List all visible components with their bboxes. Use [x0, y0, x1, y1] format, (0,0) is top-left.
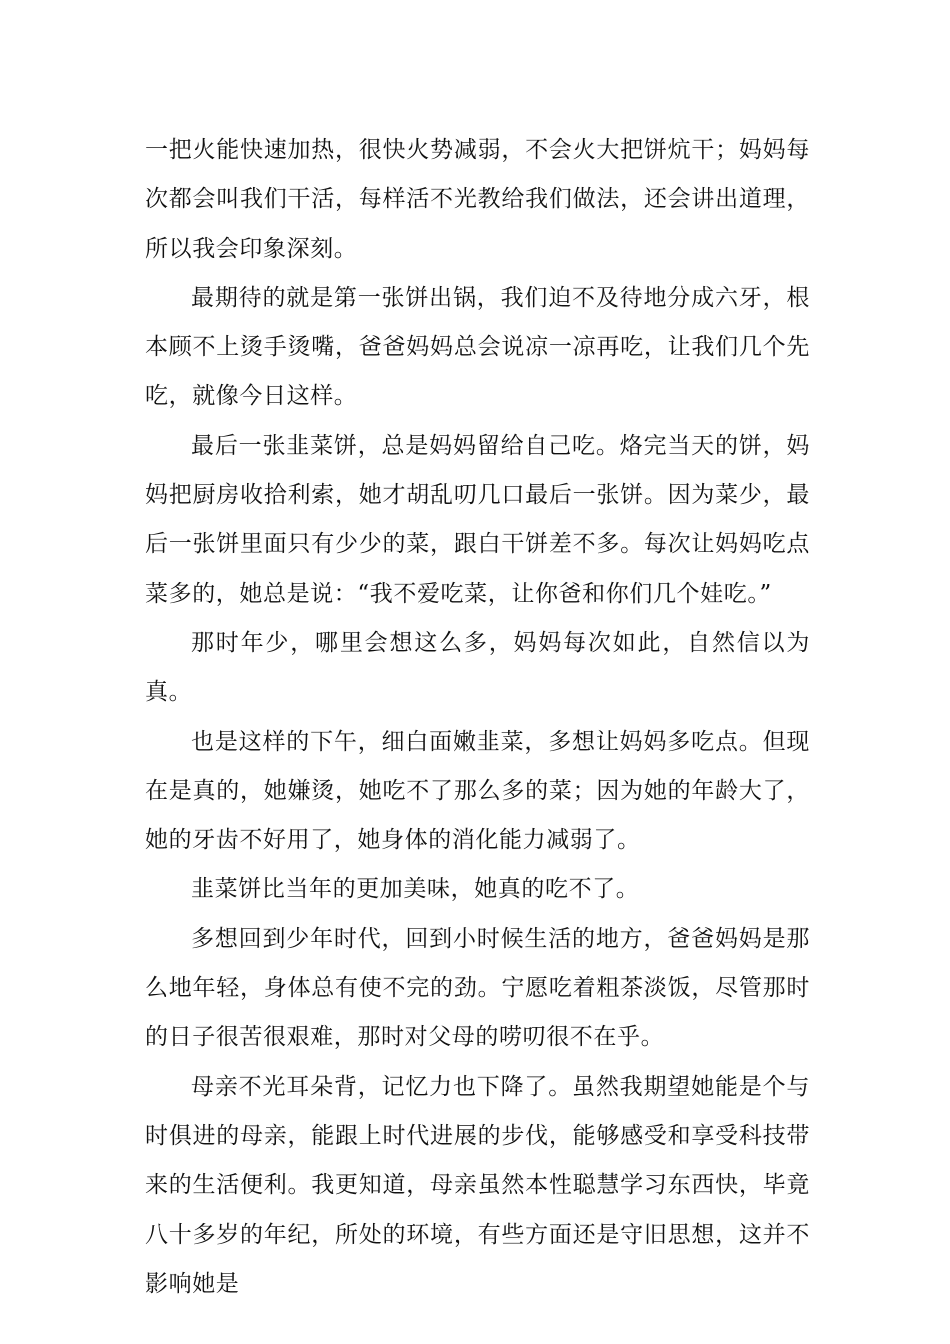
paragraph-2: 最期待的就是第一张饼出锅，我们迫不及待地分成六牙，根本顾不上烫手烫嘴，爸爸妈妈总会说凉一凉再吃，让我们几个先吃，就像今日这样。 [145, 284, 810, 410]
paragraph-3: 最后一张韭菜饼，总是妈妈留给自己吃。烙完当天的饼，妈妈把厨房收拾利索，她才胡乱叨几口最后一张饼。因为菜少，最后一张饼里面只有少少的菜，跟白干饼差不多。每次让妈妈吃点菜多的，她总是说：“我不爱吃菜，让你爸和你们几个娃吃。” [145, 432, 810, 607]
document-body [145, 126, 810, 1309]
paragraph-5: 也是这样的下午，细白面嫩韭菜，多想让妈妈多吃点。但现在是真的，她嫌烫，她吃不了那么多的菜；因为她的年龄大了，她的牙齿不好用了，她身体的消化能力减弱了。 [145, 728, 810, 854]
paragraph-7: 多想回到少年时代，回到小时候生活的地方，爸爸妈妈是那么地年轻，身体总有使不完的劲。宁愿吃着粗茶淡饭，尽管那时的日子很苦很艰难，那时对父母的唠叨很不在乎。 [145, 925, 810, 1051]
paragraph-6: 韭菜饼比当年的更加美味，她真的吃不了。 [191, 876, 640, 903]
paragraph-8: 母亲不光耳朵背，记忆力也下降了。虽然我期望她能是个与时俱进的母亲，能跟上时代进展的步伐，能够感受和享受科技带来的生活便利。我更知道，母亲虽然本性聪慧学习东西快，毕竟八十多岁的年纪，所处的环境，有些方面还是守旧思想，这并不影响她是 [145, 1073, 810, 1297]
paragraph-1: 一把火能快速加热，很快火势减弱，不会火大把饼炕干；妈妈每次都会叫我们干活，每样活不光教给我们做法，还会讲出道理，所以我会印象深刻。 [145, 137, 810, 262]
paragraph-4: 那时年少，哪里会想这么多，妈妈每次如此，自然信以为真。 [145, 629, 810, 706]
